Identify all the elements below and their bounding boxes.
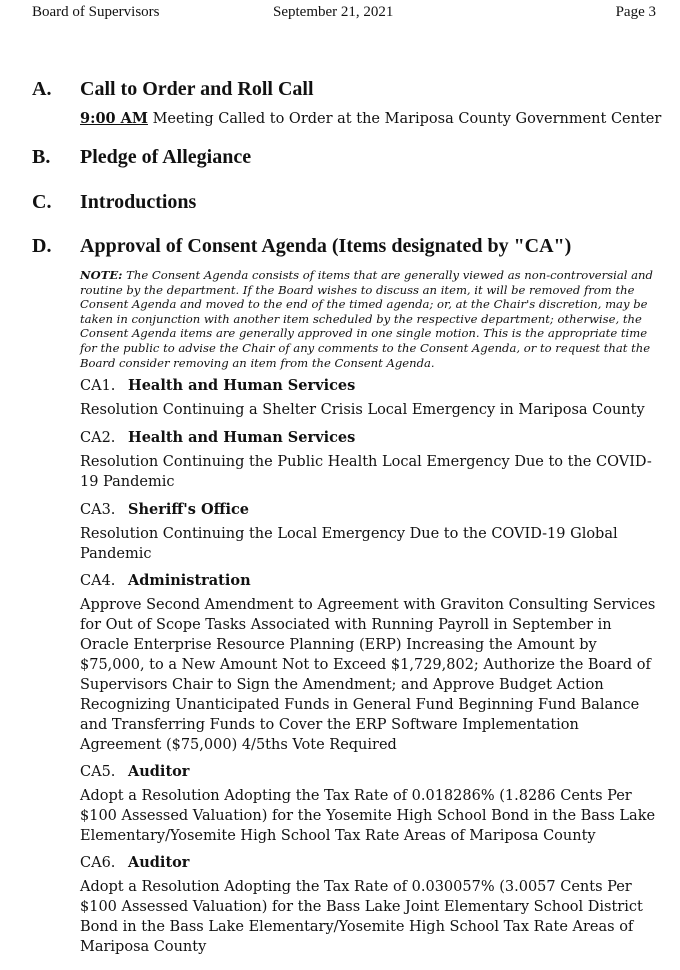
item-department: Auditor <box>128 854 190 871</box>
section-letter: D. <box>32 235 52 257</box>
agenda-item-ca6 <box>80 854 662 957</box>
item-title <box>80 501 662 521</box>
agenda-item-ca5 <box>80 763 662 846</box>
item-title <box>80 854 662 874</box>
item-number: CA4. <box>80 573 116 589</box>
item-department: Administration <box>128 572 251 589</box>
call-to-order-line <box>80 110 661 127</box>
item-number: CA1. <box>80 378 116 394</box>
section-letter: C. <box>32 191 52 213</box>
item-department: Health and Human Services <box>128 377 356 394</box>
agenda-item-ca4 <box>80 572 662 755</box>
header-board-name: Board of Supervisors <box>32 4 160 20</box>
section-letter: A. <box>32 78 52 100</box>
item-description: Approve Second Amendment to Agreement with Graviton Consulting Services for Out of Scope Tasks Associated with Running Payroll in September in Oracle Enterprise Resource Planning (ERP) Increasing the Amount by $75,000, to a New Amount Not to Exceed $1,729,802; Authorize the Board of Supervisors Chair to Sign the Amendment; and Approve Budget Action Recognizing Unanticipated Funds in General Fund Beginning Fund Balance and Transferring Funds to Cover the ERP Software Implementation Agreement ($75,000) 4/5ths Vote Required <box>80 597 656 753</box>
item-number: CA3. <box>80 502 116 518</box>
item-title <box>80 572 662 592</box>
item-number: CA2. <box>80 430 116 446</box>
call-to-order-text: Meeting Called to Order at the Mariposa County Government Center <box>147 111 662 127</box>
section-heading: Pledge of Allegiance <box>80 146 252 168</box>
header-page-number: Page 3 <box>615 4 656 20</box>
item-number: CA5. <box>80 764 116 780</box>
meeting-time: 9:00 AM <box>80 110 148 127</box>
item-title <box>80 429 662 449</box>
agenda-item-ca1 <box>80 377 662 420</box>
item-description: Resolution Continuing a Shelter Crisis Local Emergency in Mariposa County <box>80 402 645 418</box>
section-letter: B. <box>32 146 51 168</box>
consent-agenda-note <box>80 268 660 370</box>
item-department: Health and Human Services <box>128 429 356 446</box>
item-department: Auditor <box>128 763 190 780</box>
item-title <box>80 763 662 783</box>
section-heading: Call to Order and Roll Call <box>80 78 314 100</box>
item-number: CA6. <box>80 855 116 871</box>
section-heading: Introductions <box>80 191 197 213</box>
item-description: Resolution Continuing the Local Emergency Due to the COVID-19 Global Pandemic <box>80 526 618 562</box>
item-title <box>80 377 662 397</box>
agenda-item-ca3 <box>80 501 662 564</box>
item-description: Resolution Continuing the Public Health Local Emergency Due to the COVID-19 Pandemic <box>80 454 652 490</box>
header-date: September 21, 2021 <box>273 4 394 20</box>
page-header <box>32 4 656 24</box>
item-department: Sheriff's Office <box>128 501 250 518</box>
item-description: Adopt a Resolution Adopting the Tax Rate of 0.018286% (1.8286 Cents Per $100 Assessed Valuation) for the Yosemite High School Bond in the Bass Lake Elementary/Yosemite High School Tax Rate Areas of Mariposa County <box>80 788 656 844</box>
note-text: The Consent Agenda consists of items that are generally viewed as non-controversial and routine by the department. If the Board wishes to discuss an item, it will be removed from the Consent Agenda and moved to the end of the timed agenda; or, at the Chair's discretion, may be taken in conjunction with another item scheduled by the respective department; otherwise, the Consent Agenda items are generally approved in one single motion. This is the appropriate time for the public to advise the Chair of any comments to the Consent Agenda, or to request that the Board consider removing an item from the Consent Agenda. <box>80 268 653 370</box>
section-heading: Approval of Consent Agenda (Items designated by "CA") <box>80 235 572 257</box>
agenda-item-ca2 <box>80 429 662 492</box>
note-label: NOTE: <box>80 268 123 282</box>
item-description: Adopt a Resolution Adopting the Tax Rate of 0.030057% (3.0057 Cents Per $100 Assessed Valuation) for the Bass Lake Joint Elementary School District Bond in the Bass Lake Elementary/Yosemite High School Tax Rate Areas of Mariposa County <box>80 879 643 955</box>
